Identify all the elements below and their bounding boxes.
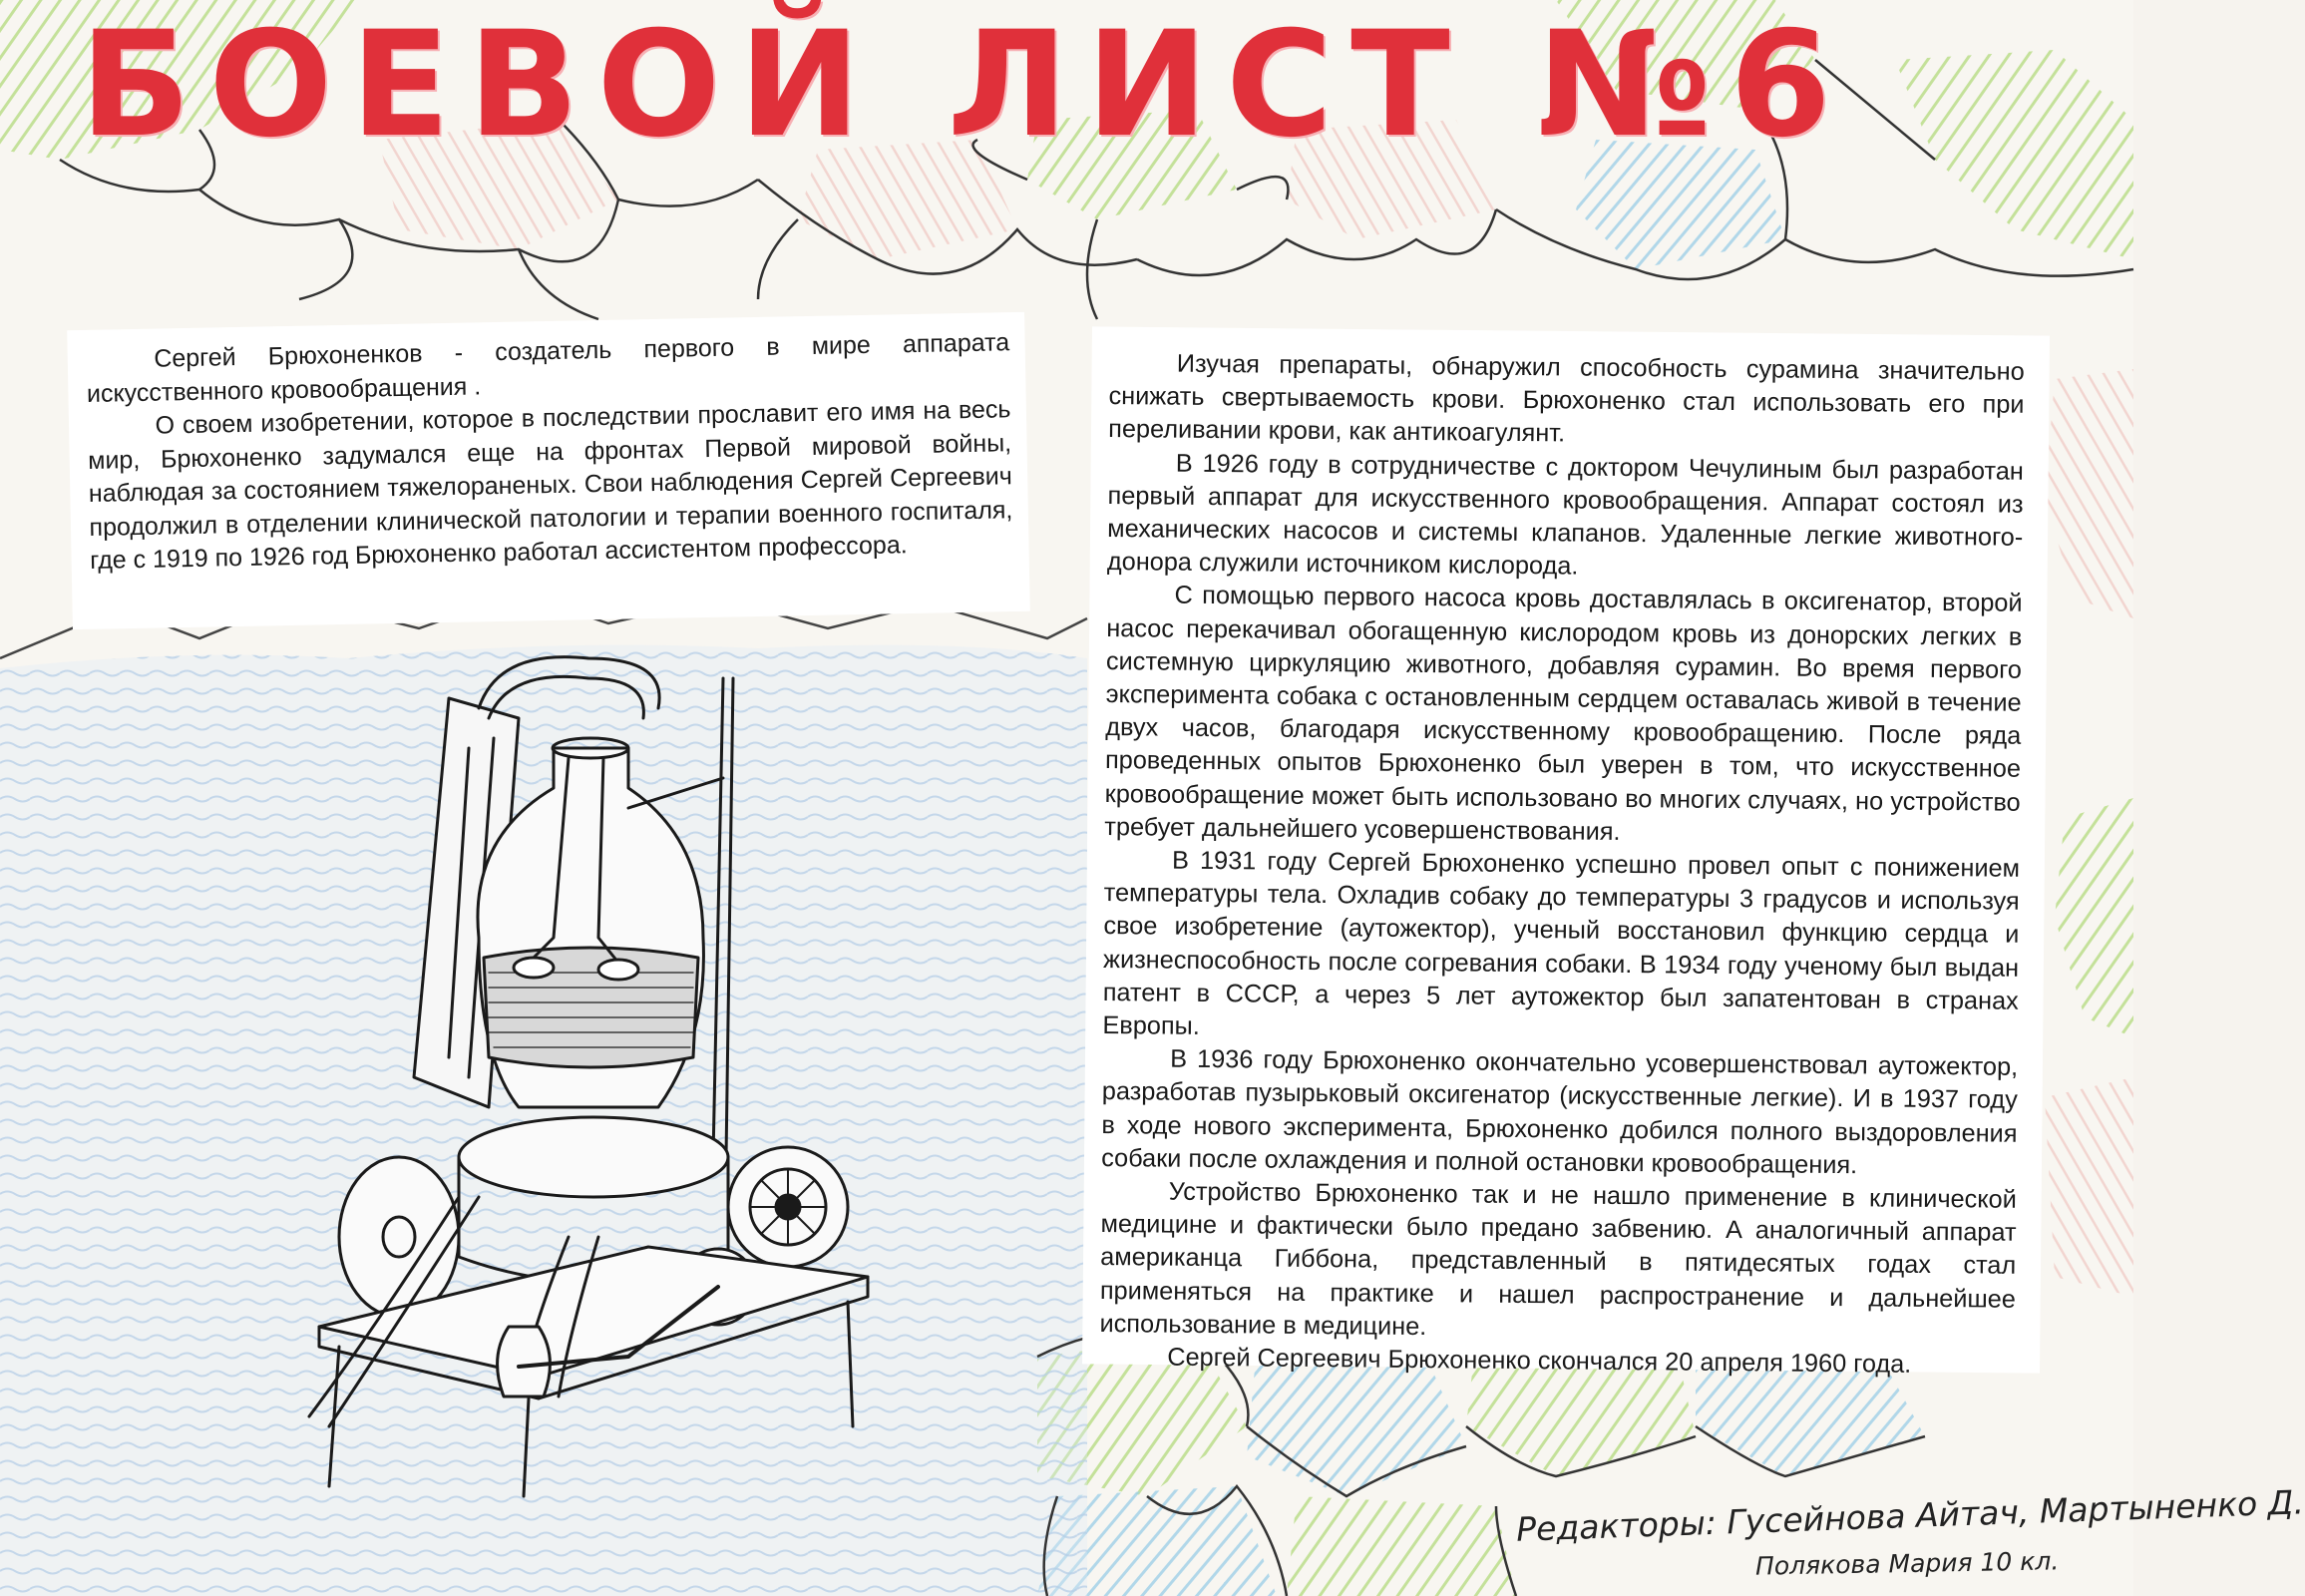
left-paragraph: Сергей Брюхоненков - создатель первого в мире аппарата искусственного кровообращения . xyxy=(86,328,1010,408)
right-paragraph: С помощью первого насоса кровь доставлялась в оксигенатор, второй насос перекачивал обогащенную кислородом кровь из донорских легких в системную циркуляцию животного, добавляя сурамин. Во время первого эксперимента собака с остановленным сердцем оставалась живой в течение двух часов, благодаря искусственному кровообращению. После ряда проведенных опытов Брюхоненко был уверен в том, что искусственное кровообращение может быть использовано во многих случаях, но устройство требует дальнейшего усовершенствования. xyxy=(1104,582,2023,846)
left-article xyxy=(86,326,1013,578)
right-paragraph: В 1936 году Брюхоненко окончательно усовершенствовал аутожектор, разработав пузырьковый оксигенатор (искусственные легкие). И в 1937 году в ходе нового эксперимента, Брюхоненко добился полного выздоровления собаки после охлаждения и полной остановки кровообращения. xyxy=(1101,1044,2019,1180)
editors-credit-line2: Полякова Мария 10 кл. xyxy=(1754,1546,2060,1581)
left-paragraph: О своем изобретении, которое в последствии прославит его имя на весь мир, Брюхоненко задумался еще на фронтах Первой мировой войны, наблюдая за состоянием тяжелораненых. Свои наблюдения Сергей Сергеевич продолжил в отделении клинической патологии и терапии военного госпиталя, где с 1919 по 1926 год Брюхоненко работал ассистентом профессора. xyxy=(87,395,1013,575)
page-title: БОЕВОЙ ЛИСТ №6 xyxy=(80,0,1849,170)
right-paragraph: Сергей Сергеевич Брюхоненко скончался 20 апреля 1960 года. xyxy=(1167,1343,1912,1379)
right-paragraph: В 1931 году Сергей Брюхоненко успешно провел опыт с понижением температуры тела. Охладив собаку до температуры 3 градусов и используя свое изобретение (аутожектор), ученый восстановил функцию сердца и жизнеспособность после согревания собаки. В 1934 году ученому был выдан патент в СССР, а через 5 лет аутожектор был запатентован в странах Европы. xyxy=(1102,846,2021,1040)
right-paragraph: Устройство Брюхоненко так и не нашло применение в клинической медицине и фактически было предано забвению. А аналогичный аппарат американца Гиббона, представленный в пятидесятых годах стал применяться на практике и нашел распространение и дальнейшее использование в медицине. xyxy=(1099,1177,2017,1341)
right-paragraph: Изучая препараты, обнаружил способность сурамина значительно снижать свертываемость крови. Брюхоненко стал использовать его при переливании крови, как антикоагулянт. xyxy=(1108,349,2025,448)
autojector-drawing-icon xyxy=(329,638,908,1506)
right-article xyxy=(1099,347,2025,1383)
editors-credit: Редакторы: Гусейнова Айтач, Мартыненко Д. xyxy=(1515,1482,2305,1549)
right-paragraph: В 1926 году в сотрудничестве с доктором Чечулиным был разработан первый аппарат для искусственного кровообращения. Аппарат состоял из механических насосов и системы клапанов. Удаленные легкие животного-донора служили источником кислорода. xyxy=(1106,449,2024,581)
